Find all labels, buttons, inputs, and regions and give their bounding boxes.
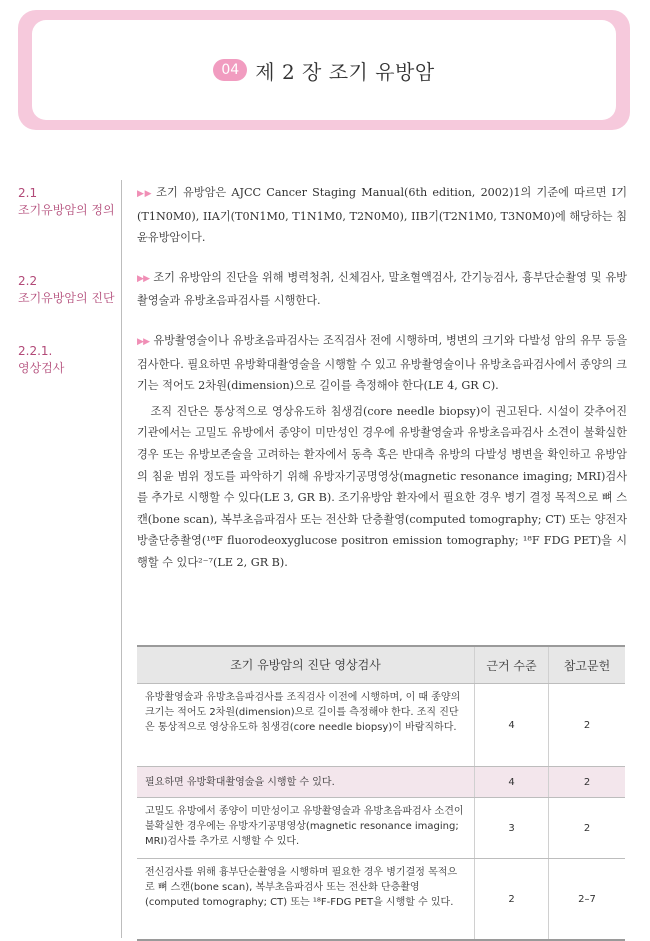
sidebar-item-label: 조기유방암의 정의: [18, 203, 115, 217]
imaging-recommendation-table: [137, 645, 625, 941]
table-row: [137, 798, 625, 859]
table-row: [137, 767, 625, 798]
table-cell-ref: 2: [583, 719, 591, 731]
table-header-row: [137, 647, 625, 684]
table-cell-text: 필요하면 유방확대촬영술을 시행할 수 있다.: [137, 767, 475, 797]
table-row: [137, 684, 625, 767]
table-cell-level: 4: [475, 767, 549, 797]
chapter-header: [32, 20, 616, 120]
table-cell-text: 전신검사를 위해 흉부단순촬영을 시행하며 필요한 경우 병기결정 목적으로 뼈 스캔(bone scan), 복부초음파검사 또는 전산화 단층촬영(computed tomography; CT) 또는 ¹⁸F-FDG PET을 시행할 수 있다.: [137, 859, 475, 939]
arrow-bullet-icon: ▶▶: [137, 273, 150, 284]
table-cell-level: 2: [475, 859, 549, 939]
sidebar-divider: [121, 180, 122, 938]
chapter-heading: [213, 56, 434, 85]
arrow-bullet-icon: ▶▶: [137, 336, 150, 347]
table-cell-level: 4: [475, 684, 549, 766]
table-cell-ref: 2: [583, 822, 591, 834]
column-header-test: 조기 유방암의 진단 영상검사: [137, 647, 475, 683]
sidebar-item-label: 영상검사: [18, 361, 65, 375]
sidebar-item-imaging[interactable]: [18, 343, 118, 377]
main-content: [137, 182, 627, 592]
paragraph-imaging: [137, 330, 627, 397]
sidebar-item-number: 2.2: [18, 274, 38, 288]
table-cell-ref: 2: [583, 776, 591, 788]
arrow-bullet-icon: ▶▶: [137, 189, 153, 199]
sidebar-item-diagnosis[interactable]: [18, 273, 118, 307]
table-cell-level: 3: [475, 798, 549, 858]
table-cell-ref: 2–7: [578, 893, 596, 905]
paragraph-text: 조기 유방암의 진단을 위해 병력청취, 신체검사, 말초혈액검사, 간기능검사, 흉부단순촬영 및 유방촬영술과 유방초음파검사를 시행한다.: [137, 270, 627, 308]
sidebar-item-label: 조기유방암의 진단: [18, 291, 115, 305]
sidebar-item-number: 2.2.1.: [18, 344, 53, 358]
table-row: [137, 859, 625, 941]
chapter-number-badge: 04: [213, 59, 247, 81]
chapter-title: 제 2 장 조기 유방암: [255, 59, 435, 84]
paragraph-text: 조기 유방암은 AJCC Cancer Staging Manual(6th edition, 2002)1의 기준에 따르면 I기(T1N0M0), IIA기(T0N1M0, T1N1M0, T2N0M0), IIB기(T2N1M0, T3N0M0)에 해당하는 침윤유방암이다.: [137, 186, 627, 245]
sidebar-item-definition[interactable]: [18, 185, 118, 219]
chapter-header-frame: [18, 10, 630, 130]
paragraph-text: 유방촬영술이나 유방초음파검사는 조직검사 전에 시행하며, 병변의 크기와 다발성 암의 유무 등을 검사한다. 필요하면 유방확대촬영술을 시행할 수 있고 유방촬영술이나 유방초음파검사에서 종양의 크기는 적어도 2차원(dimension)으로 길이를 측정해야 한다(LE 4, GR C).: [137, 333, 628, 393]
column-header-level: 근거 수준: [475, 647, 549, 683]
column-header-reference: 참고문헌: [563, 658, 611, 673]
paragraph-biopsy: 조직 진단은 통상적으로 영상유도하 침생검(core needle biopsy)이 권고된다. 시설이 갖추어진 기관에서는 고밀도 유방에서 종양이 미만성인 경우에 유방촬영술과 유방초음파검사 소견이 불확실한 경우 또는 유방보존술을 고려하는 환자에서 동측 혹은 반대측 유방의 다발성 병변을 확인하고 유방암의 침윤 범위 정도를 파악하기 위해 유방자기공명영상(magnetic resonance imaging; MRI)검사를 추가로 시행할 수 있다(LE 3, GR B). 조기유방암 환자에서 필요한 경우 병기 결정 목적으로 뼈 스캔(bone scan), 복부초음파검사 또는 전산화 단층촬영(computed tomography; CT) 또는 양전자방출단층촬영(¹⁸F fluorodeoxyglucose positron emission tomography; ¹⁸F FDG PET)을 시행할 수 있다²⁻⁷(LE 2, GR B).: [137, 404, 627, 569]
table-cell-text: 고밀도 유방에서 종양이 미만성이고 유방촬영술과 유방초음파검사 소견이 불확실한 경우에는 유방자기공명영상(magnetic resonance imaging; MRI)검사를 추가로 시행할 수 있다.: [137, 798, 475, 858]
sidebar-item-number: 2.1: [18, 186, 38, 200]
paragraph-definition: [137, 182, 627, 249]
paragraph-diagnosis: [137, 267, 627, 312]
table-cell-text: 유방촬영술과 유방초음파검사를 조직검사 이전에 시행하며, 이 때 종양의 크기는 적어도 2차원(dimension)으로 길이를 측정해야 한다. 조직 진단은 통상적으로 영상유도하 침생검(core needle biopsy)이 바람직하다.: [137, 684, 475, 766]
